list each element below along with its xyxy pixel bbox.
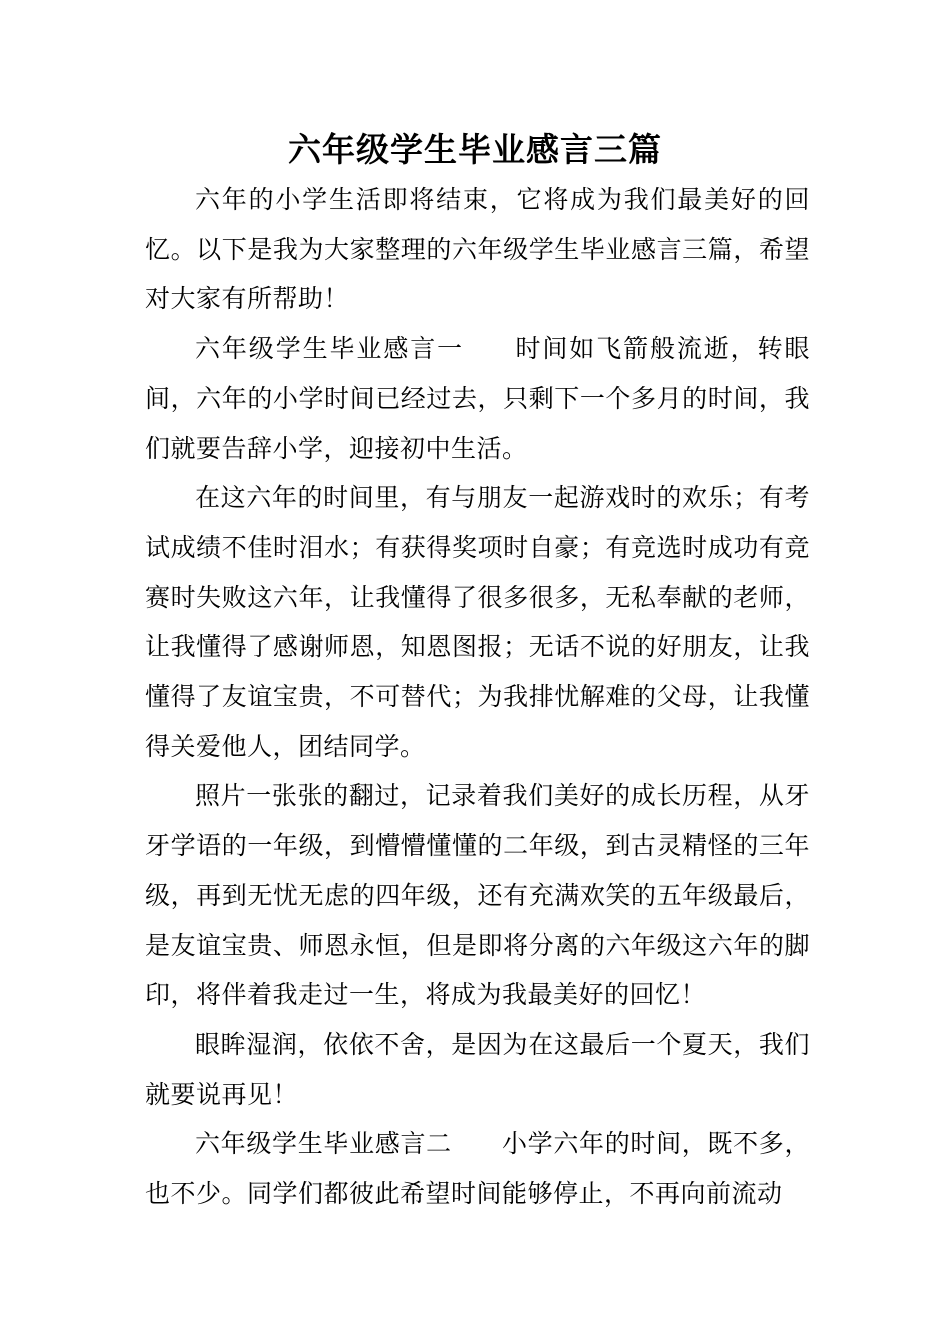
paragraph-section-one-start bbox=[145, 324, 810, 473]
paragraph-farewell bbox=[145, 1020, 810, 1119]
paragraph-text: 时间如飞箭般流逝，转眼间，六年的小学时间已经过去，只剩下一个多月的时间，我们就要告辞小学，迎接初中生活。 bbox=[145, 334, 810, 463]
paragraph-text: 在这六年的时间里，有与朋友一起游戏时的欢乐；有考试成绩不佳时泪水；有获得奖项时自豪；有竞选时成功有竞赛时失败这六年，让我懂得了很多很多，无私奉献的老师，让我懂得了感谢师恩，知恩图报；无话不说的好朋友，让我懂得了友谊宝贵，不可替代；为我排忧解难的父母，让我懂得关爱他人，团结同学。 bbox=[145, 483, 810, 761]
paragraph-memories bbox=[145, 473, 810, 771]
paragraph-photos bbox=[145, 771, 810, 1020]
document-body bbox=[145, 175, 810, 1219]
paragraph-text: 照片一张张的翻过，记录着我们美好的成长历程，从牙牙学语的一年级，到懵懵懂懂的二年级，到古灵精怪的三年级，再到无忧无虑的四年级，还有充满欢笑的五年级最后，是友谊宝贵、师恩永恒，但是即将分离的六年级这六年的脚印，将伴着我走过一生，将成为我最美好的回忆！ bbox=[145, 781, 810, 1010]
paragraph-text: 六年的小学生活即将结束，它将成为我们最美好的回忆。以下是我为大家整理的六年级学生毕业感言三篇，希望对大家有所帮助！ bbox=[145, 185, 810, 314]
paragraph-intro bbox=[145, 175, 810, 324]
document-title: 六年级学生毕业感言三篇 bbox=[288, 130, 662, 169]
paragraph-section-two-start bbox=[145, 1119, 810, 1218]
section-heading: 六年级学生毕业感言一 bbox=[195, 334, 465, 364]
paragraph-text: 眼眸湿润，依依不舍，是因为在这最后一个夏天，我们就要说再见！ bbox=[145, 1029, 810, 1109]
paragraph-text: 小学六年的时间，既不多，也不少。同学们都彼此希望时间能够停止，不再向前流动 bbox=[145, 1129, 810, 1209]
section-heading: 六年级学生毕业感言二 bbox=[195, 1129, 452, 1159]
